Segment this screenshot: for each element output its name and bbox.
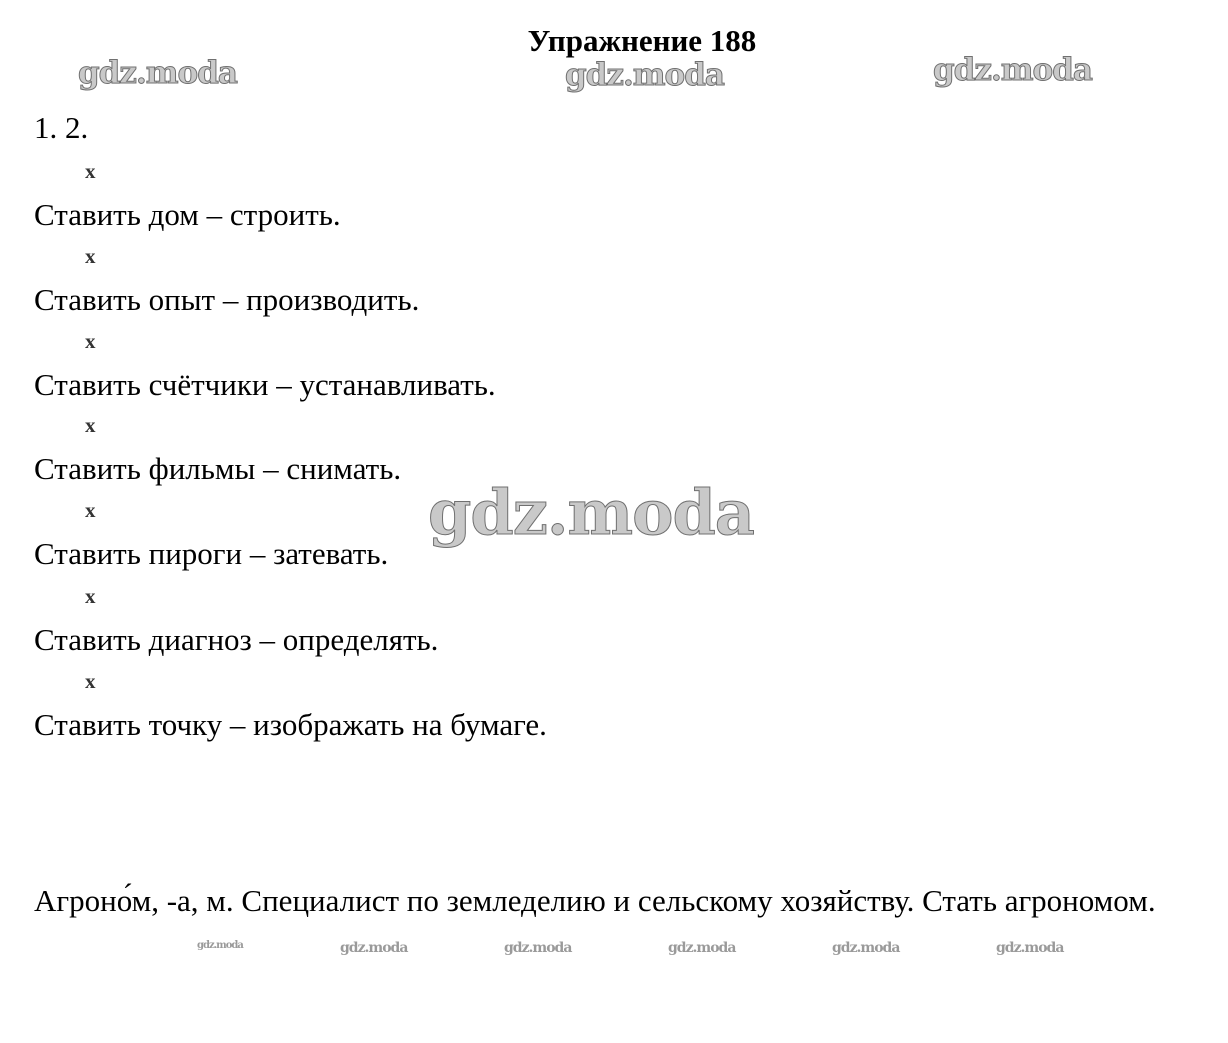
page-title: Упражнение 188 xyxy=(527,23,757,58)
entry-text: Ставить диагноз – определять. xyxy=(34,622,439,657)
list-item xyxy=(34,669,547,744)
list-item xyxy=(34,244,420,319)
list-item xyxy=(34,584,439,659)
task-numbering: 1. 2. xyxy=(34,110,89,145)
watermark-logo-large: gdz.moda xyxy=(428,476,754,549)
entry-text: Ставить дом – строить. xyxy=(34,197,341,232)
entry-text: Ставить опыт – производить. xyxy=(34,282,420,317)
watermark-logo-small: gdz.moda xyxy=(504,940,572,956)
cross-mark-icon: x xyxy=(85,329,96,353)
watermark-logo: gdz.moda xyxy=(933,52,1092,88)
watermark-logo-small: gdz.moda xyxy=(197,940,243,951)
entry-text: Ставить пироги – затевать. xyxy=(34,536,389,571)
list-item xyxy=(34,413,402,488)
list-item xyxy=(34,498,389,573)
watermark-logo-small: gdz.moda xyxy=(668,940,736,956)
watermark-logo-small: gdz.moda xyxy=(340,940,408,956)
cross-mark-icon: x xyxy=(85,498,96,522)
cross-mark-icon: x xyxy=(85,413,96,437)
dictionary-definition: Агроно́м, -а, м. Специалист по земледелию и сельскому хозяйству. Стать агрономом. xyxy=(34,883,1156,918)
entry-text: Ставить фильмы – снимать. xyxy=(34,451,402,486)
watermark-logo: gdz.moda xyxy=(78,55,237,91)
cross-mark-icon: x xyxy=(85,159,96,183)
watermark-logo: gdz.moda xyxy=(565,57,724,93)
list-item xyxy=(34,159,341,234)
entry-text: Ставить счётчики – устанавливать. xyxy=(34,367,496,402)
list-item xyxy=(34,329,496,404)
watermark-logo-small: gdz.moda xyxy=(996,940,1064,956)
entry-text: Ставить точку – изображать на бумаге. xyxy=(34,707,547,742)
cross-mark-icon: x xyxy=(85,669,96,693)
cross-mark-icon: x xyxy=(85,244,96,268)
cross-mark-icon: x xyxy=(85,584,96,608)
watermark-logo-small: gdz.moda xyxy=(832,940,900,956)
